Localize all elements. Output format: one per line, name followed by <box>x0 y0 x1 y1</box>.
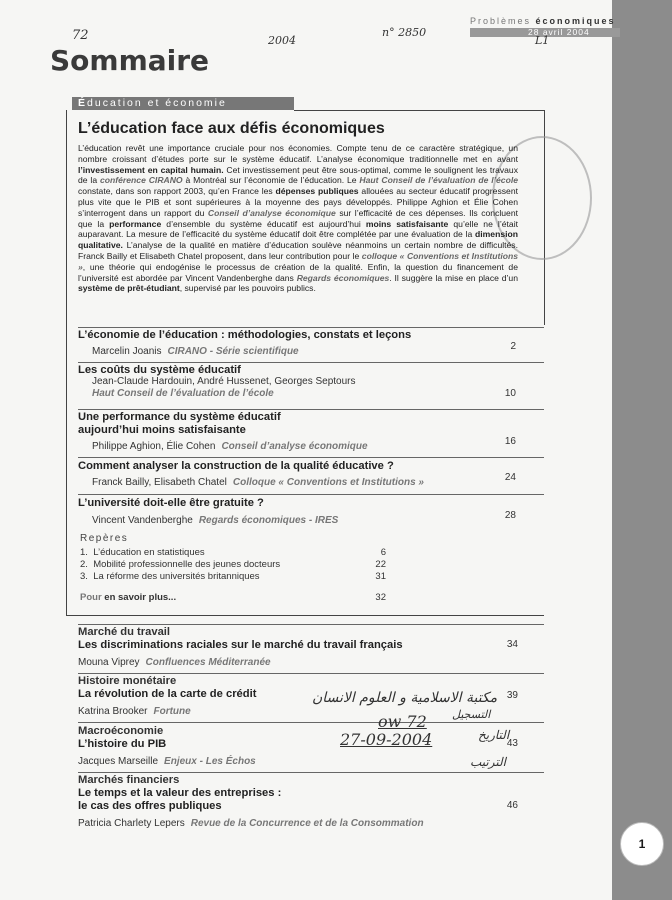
further-reading-link[interactable]: Pour en savoir plus... <box>80 592 177 603</box>
article-byline: Franck Bailly, Elisabeth Chatel Colloque « Conventions et Institutions » <box>92 477 424 488</box>
article-title[interactable]: L’histoire du PIB <box>78 738 167 750</box>
stamp-date: 27-09-2004 <box>340 730 433 749</box>
stamp-registration-number: ow 72 <box>378 712 427 731</box>
handwritten-year: 2004 <box>268 34 296 47</box>
reperes-page: 31 <box>375 571 386 582</box>
issue-date: 28 avril 2004 <box>528 27 590 37</box>
page-title: Sommaire <box>50 44 210 77</box>
article-title[interactable]: Une performance du système éducatif aujourd’hui moins satisfaisante <box>78 411 281 436</box>
divider <box>78 772 544 773</box>
article-page: 24 <box>504 472 516 483</box>
handwritten-mark: L1 <box>535 34 550 47</box>
article-byline: Vincent Vandenberghe Regards économiques - IRES <box>92 515 339 526</box>
right-margin-band <box>612 0 672 900</box>
article-byline: Patricia Charlety Lepers Revue de la Concurrence et de la Consommation <box>78 818 424 829</box>
article-page: 43 <box>506 738 518 749</box>
article-page: 39 <box>506 690 518 701</box>
article-page: 2 <box>510 341 516 352</box>
article-source: Haut Conseil de l’évaluation de l’école <box>92 388 274 399</box>
publication-name: Problèmes économiques <box>470 16 616 26</box>
page-number: 1 <box>620 822 664 866</box>
article-title[interactable]: Le temps et la valeur des entreprises : le cas des offres publiques <box>78 787 282 812</box>
stamp-registration-label: التسجيل <box>452 708 491 721</box>
reperes-item[interactable]: 1. L’éducation en statistiques <box>80 547 205 558</box>
feature-heading: L’éducation face aux défis économiques <box>78 120 385 137</box>
article-byline: Katrina Brooker Fortune <box>78 706 191 717</box>
divider <box>78 494 544 495</box>
article-page: 16 <box>504 436 516 447</box>
reperes-item[interactable]: 3. La réforme des universités britanniques <box>80 571 260 582</box>
divider <box>78 457 544 458</box>
article-title[interactable]: L’université doit-elle être gratuite ? <box>78 497 264 509</box>
article-title[interactable]: Les coûts du système éducatif <box>78 364 241 376</box>
frame-line <box>294 110 544 111</box>
reperes-page: 22 <box>375 559 386 570</box>
article-page: 10 <box>504 388 516 399</box>
article-page: 46 <box>506 800 518 811</box>
article-title[interactable]: Les discriminations raciales sur le marché du travail français <box>78 639 403 651</box>
article-title[interactable]: L’économie de l’éducation : méthodologies, constats et leçons <box>78 329 412 341</box>
article-author: Jean-Claude Hardouin, André Hussenet, Georges Septours <box>92 376 356 387</box>
article-page: 34 <box>506 639 518 650</box>
frame-line <box>66 615 544 616</box>
stamp-order-label: الترتيب <box>470 755 506 769</box>
divider <box>78 673 544 674</box>
category-label: Macroéconomie <box>78 725 164 737</box>
divider <box>78 327 544 328</box>
article-byline: Jacques Marseille Enjeux - Les Échos <box>78 756 256 767</box>
feature-intro: L’éducation revêt une importance cruciale pour nos économies. Compte tenu de ce caractère stratégique, un nombre croissant d’études porte sur le système éducatif. L’analyse économique traditionnelle met en avant l’investissement en capital humain. Cet investissement peut être sous-optimal, comme le soulignent les travaux de la conférence CIRANO à Montréal sur l’économie de l’éducation. Le Haut Conseil de l’évaluation de l’école constate, dans son rapport 2003, qu’en France les dépenses publiques allouées au secteur éducatif progressent plus vite que le PIB et sont supérieures à la moyenne des pays développés. Philippe Aghion et Élie Cohen s’interrogent dans un rapport du Conseil d’analyse économique sur l’efficacité de ces dépenses. Ils concluent que la performance d’ensemble du système éducatif est aujourd’hui moins satisfaisante qu’elle ne l’était auparavant. La mesure de l’efficacité du système éducatif doit être complétée par une évaluation de la dimension qualitative. L’analyse de la qualité en matière d’éducation soulève néanmoins un certain nombre de difficultés. Franck Bailly et Elisabeth Chatel proposent, dans leur contribution pour le colloque « Conventions et Institutions », une théorie qui endogénise le processus de création de la qualité. Enfin, la question du financement de l’université est abordée par Vincent Vandenberghe dans Regards économiques. Il suggère la mise en place d’un système de prêt-étudiant, supervisé par les pouvoirs publics. <box>78 143 518 294</box>
divider <box>78 722 544 723</box>
divider <box>78 362 544 363</box>
article-byline: Mouna Viprey Confluences Méditerranée <box>78 657 271 668</box>
reperes-heading: Repères <box>80 533 129 544</box>
handwritten-issue: n° 2850 <box>382 26 427 39</box>
handwritten-number: 72 <box>72 28 89 43</box>
further-reading-page: 32 <box>375 592 386 603</box>
reperes-item[interactable]: 2. Mobilité professionnelle des jeunes docteurs <box>80 559 281 570</box>
divider <box>78 409 544 410</box>
article-page: 28 <box>504 510 516 521</box>
article-title[interactable]: Comment analyser la construction de la qualité éducative ? <box>78 460 394 472</box>
section-label: Éducation et économie <box>72 97 294 110</box>
article-title[interactable]: La révolution de la carte de crédit <box>78 688 257 700</box>
article-byline: Marcelin Joanis CIRANO - Série scientifique <box>92 346 299 357</box>
frame-line <box>66 110 67 615</box>
category-label: Marché du travail <box>78 626 171 638</box>
divider <box>78 624 544 625</box>
article-byline: Philippe Aghion, Élie Cohen Conseil d’analyse économique <box>92 441 368 452</box>
category-label: Marchés financiers <box>78 774 180 786</box>
stamp-library-name: مكتبة الاسلامية و العلوم الانسان <box>312 690 498 706</box>
stamp-date-label: التاريخ <box>478 728 510 742</box>
reperes-page: 6 <box>380 547 386 558</box>
category-label: Histoire monétaire <box>78 675 177 687</box>
